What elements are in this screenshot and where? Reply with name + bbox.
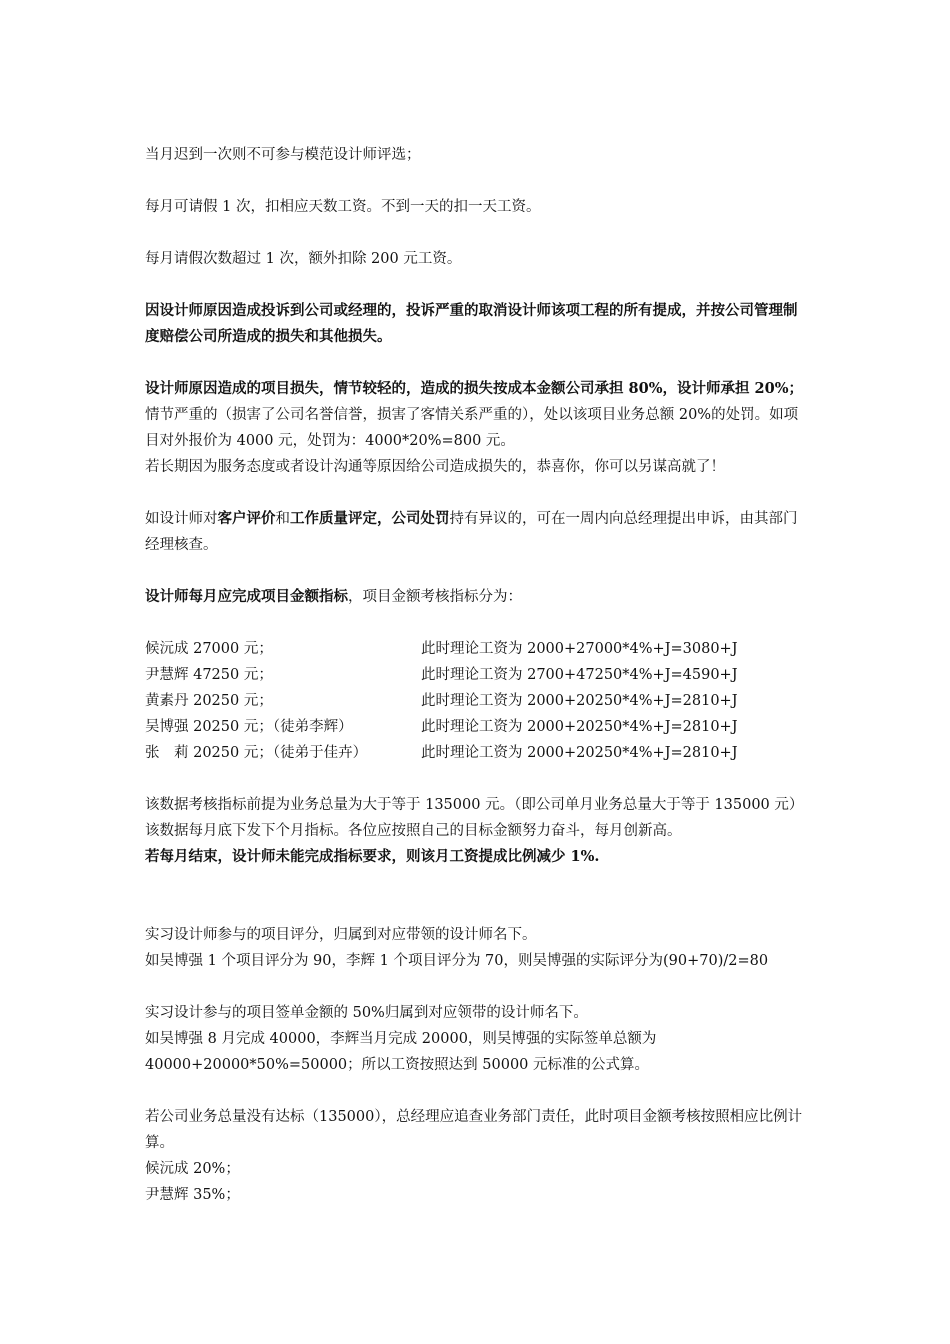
paragraph: 情节严重的（损害了公司名誉信誉，损害了客情关系严重的），处以该项目业务总额 20%的处罚。如项目对外报价为 4000 元，处罚为：4000*20%=800 元。 — [145, 407, 799, 449]
paragraph: 每月可请假 1 次，扣相应天数工资。不到一天的扣一天工资。 — [145, 199, 541, 215]
paragraph: 候沅成 20%； — [145, 1161, 240, 1177]
paragraph: 实习设计师参与的项目评分，归属到对应带领的设计师名下。 — [145, 927, 537, 943]
target-name: 张 莉 20250 元；（徒弟于佳卉） — [145, 745, 368, 761]
bold-paragraph: 若每月结束，设计师未能完成指标要求，则该月工资提成比例减少 1%. — [145, 848, 600, 865]
target-formula: 此时理论工资为 2000+20250*4%+J=2810+J — [421, 719, 738, 735]
paragraph: 尹慧辉 35%； — [145, 1187, 240, 1203]
paragraph: 40000+20000*50%=50000；所以工资按照达到 50000 元标准的公式算。 — [145, 1057, 650, 1073]
paragraph: 当月迟到一次则不可参与模范设计师评选； — [145, 147, 421, 163]
text-run: ，项目金额考核指标分为： — [348, 589, 522, 605]
paragraph — [145, 506, 810, 558]
target-row — [145, 636, 810, 662]
target-name: 吴博强 20250 元；（徒弟李辉） — [145, 719, 353, 735]
paragraph: 如吴博强 8 月完成 40000，李辉当月完成 20000，则吴博强的实际签单总额为 — [145, 1031, 657, 1047]
paragraph: 若公司业务总量没有达标（135000），总经理应追查业务部门责任，此时项目金额考核按照相应比例计算。 — [145, 1109, 803, 1151]
target-row — [145, 740, 810, 766]
target-name: 候沅成 27000 元； — [145, 641, 273, 657]
paragraph: 该数据每月底下发下个月指标。各位应按照自己的目标金额努力奋斗，每月创新高。 — [145, 823, 682, 839]
text-run: 如设计师对 — [145, 511, 218, 527]
bold-paragraph: 因设计师原因造成投诉到公司或经理的，投诉严重的取消设计师该项工程的所有提成，并按公司管理制度赔偿公司所造成的损失和其他损失。 — [145, 302, 798, 345]
target-row — [145, 662, 810, 688]
paragraph: 实习设计参与的项目签单金额的 50%归属到对应领带的设计师名下。 — [145, 1005, 588, 1021]
text-run: 和 — [275, 511, 290, 527]
target-row — [145, 688, 810, 714]
bold-paragraph: 设计师原因造成的项目损失，情节较轻的，造成的损失按成本金额公司承担 80%，设计师承担 20%； — [145, 380, 804, 397]
target-formula: 此时理论工资为 2700+47250*4%+J=4590+J — [421, 667, 738, 683]
paragraph — [145, 584, 810, 610]
target-formula: 此时理论工资为 2000+20250*4%+J=2810+J — [421, 745, 738, 761]
bold-run: 工作质量评定，公司处罚 — [290, 510, 450, 527]
target-name: 尹慧辉 47250 元； — [145, 667, 273, 683]
bold-run: 客户评价 — [217, 510, 276, 527]
target-list — [145, 636, 810, 766]
paragraph: 每月请假次数超过 1 次，额外扣除 200 元工资。 — [145, 251, 462, 267]
bold-run: 设计师每月应完成项目金额指标 — [145, 588, 348, 605]
paragraph: 若长期因为服务态度或者设计沟通等原因给公司造成损失的，恭喜你，你可以另谋高就了！ — [145, 459, 725, 475]
text-run: 持有异议的，可在一周内向总经理提出申诉，由其部门经理核查。 — [145, 511, 798, 553]
target-formula: 此时理论工资为 2000+27000*4%+J=3080+J — [421, 641, 738, 657]
target-row — [145, 714, 810, 740]
target-name: 黄素丹 20250 元； — [145, 693, 273, 709]
target-formula: 此时理论工资为 2000+20250*4%+J=2810+J — [421, 693, 738, 709]
paragraph: 该数据考核指标前提为业务总量为大于等于 135000 元。（即公司单月业务总量大于等于 135000 元） — [145, 797, 804, 813]
paragraph: 如吴博强 1 个项目评分为 90，李辉 1 个项目评分为 70，则吴博强的实际评分为(90+70)/2=80 — [145, 953, 769, 969]
document-page — [145, 142, 810, 1208]
